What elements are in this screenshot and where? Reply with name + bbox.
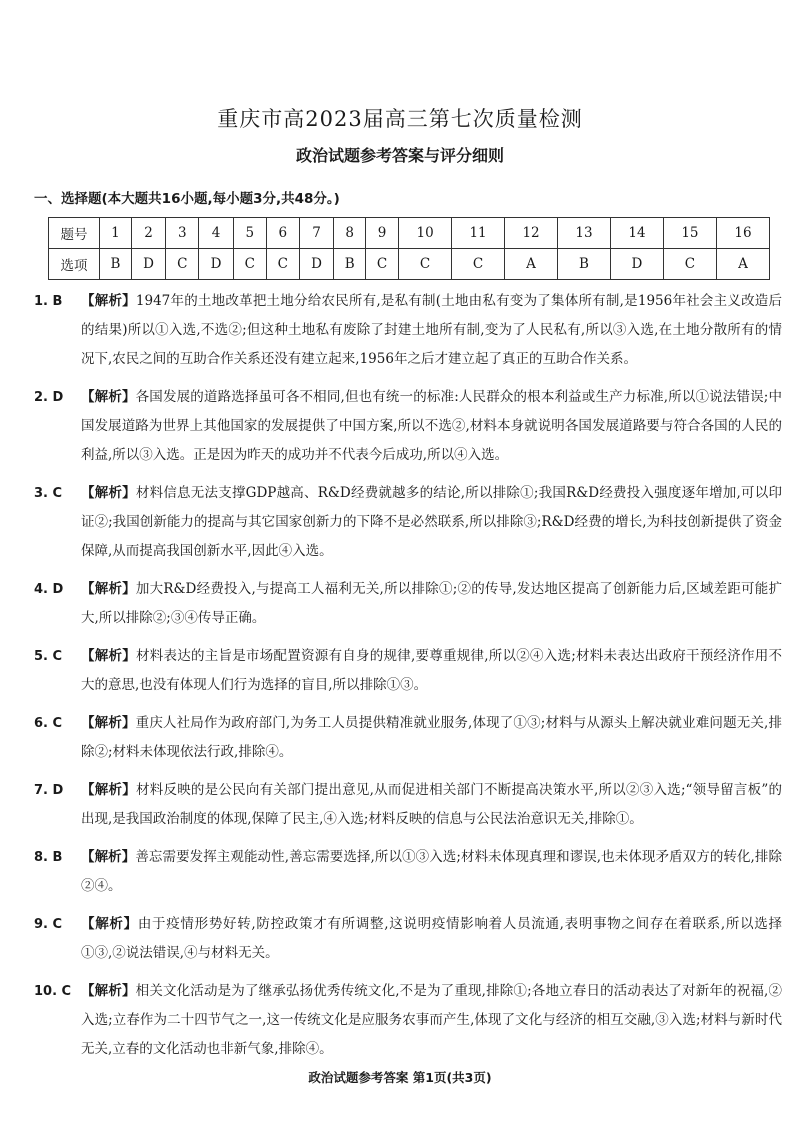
item-number: 4. D <box>34 582 64 597</box>
question-number: 9 <box>366 218 399 249</box>
answer-option: B <box>558 249 611 280</box>
answer-option: D <box>610 249 663 280</box>
explanation-list <box>34 287 782 1073</box>
explanation-item <box>34 910 782 968</box>
item-text: 材料信息无法支撑GDP越高、R&D经费就越多的结论,所以排除①;我国R&D经费投入强度逐年增加,可以印证②;我国创新能力的提高与其它国家创新力的下降不是必然联系,所以排除③;R&D经费的增长,为科技创新提供了资金保障,从而提高我国创新水平,因此④入选。 <box>81 485 782 559</box>
question-number: 12 <box>505 218 558 249</box>
answer-option: C <box>166 249 199 280</box>
item-text: 重庆人社局作为政府部门,为务工人员提供精准就业服务,体现了①③;材料与从源头上解决就业难问题无关,排除②;材料未体现依法行政,排除④。 <box>81 715 783 760</box>
item-number: 10. C <box>34 984 72 999</box>
answer-option: A <box>716 249 769 280</box>
explanation-item <box>34 383 782 470</box>
item-text: 材料反映的是公民向有关部门提出意见,从而促进相关部门不断提高决策水平,所以②③入选;“领导留言板”的出现,是我国政治制度的体现,保障了民主,④入选;材料反映的信息与公民法治意识无关,排除①。 <box>81 782 782 827</box>
analysis-tag: 【解析】 <box>81 293 136 309</box>
explanation-item <box>34 776 782 834</box>
explanation-item <box>34 642 782 700</box>
question-number: 10 <box>399 218 452 249</box>
question-number: 1 <box>100 218 132 249</box>
item-text: 相关文化活动是为了继承弘扬优秀传统文化,不是为了重现,排除①;各地立春日的活动表达了对新年的祝福,②入选;立春作为二十四节气之一,这一传统文化是应服务农事而产生,体现了文化与经济的相互交融,③入选;材料与新时代无关,立春的文化活动也非新气象,排除④。 <box>81 983 783 1057</box>
question-number: 2 <box>131 218 165 249</box>
analysis-tag: 【解析】 <box>81 983 136 999</box>
page-footer: 政治试题参考答案 第1页(共3页) <box>308 1070 492 1085</box>
analysis-tag: 【解析】 <box>81 581 136 597</box>
analysis-tag: 【解析】 <box>81 916 138 932</box>
row-label: 题号 <box>49 218 100 249</box>
answer-option: D <box>131 249 165 280</box>
explanation-item <box>34 479 782 566</box>
item-number: 7. D <box>34 783 64 798</box>
answer-row <box>49 249 770 280</box>
answer-option: C <box>663 249 716 280</box>
item-text: 各国发展的道路选择虽可各不相同,但也有统一的标准:人民群众的根本利益或生产力标准,所以①说法错误;中国发展道路为世界上其他国家的发展提供了中国方案,所以不选②,材料本身就说明各国发展道路要与符合各国的人民的利益,所以③入选。正是因为昨天的成功并不代表今后成功,所以④入选。 <box>81 389 783 463</box>
question-number: 13 <box>558 218 611 249</box>
row-label: 选项 <box>49 249 100 280</box>
answer-table <box>48 217 770 280</box>
explanation-item <box>34 287 782 374</box>
answer-option: C <box>399 249 452 280</box>
answer-option: C <box>266 249 299 280</box>
item-text: 1947年的土地改革把土地分给农民所有,是私有制(土地由私有变为了集体所有制,是1956年社会主义改造后的结果)所以①入选,不选②;但这种土地私有废除了封建土地所有制,变为了人民私有,所以③入选,在土地分散所有的情况下,农民之间的互助合作关系还没有建立起来,1956年之后才建立起了真正的互助合作关系。 <box>81 293 783 367</box>
question-number: 8 <box>334 218 366 249</box>
explanation-item <box>34 709 782 767</box>
analysis-tag: 【解析】 <box>81 648 136 664</box>
explanation-item <box>34 575 782 633</box>
item-number: 5. C <box>34 649 63 664</box>
analysis-tag: 【解析】 <box>81 849 136 865</box>
item-text: 由于疫情形势好转,防控政策才有所调整,这说明疫情影响着人员流通,表明事物之间存在着联系,所以选择①③,②说法错误,④与材料无关。 <box>81 916 782 961</box>
answer-option: B <box>334 249 366 280</box>
question-number: 14 <box>610 218 663 249</box>
item-number: 3. C <box>34 486 63 501</box>
question-number: 16 <box>716 218 769 249</box>
question-number-row <box>49 218 770 249</box>
item-number: 9. C <box>34 917 63 932</box>
section-heading: 一、选择题(本大题共16小题,每小题3分,共48分。) <box>34 191 340 207</box>
item-number: 1. B <box>34 294 63 309</box>
question-number: 5 <box>233 218 266 249</box>
item-number: 2. D <box>34 390 64 405</box>
answer-option: D <box>199 249 233 280</box>
item-number: 6. C <box>34 716 63 731</box>
item-text: 材料表达的主旨是市场配置资源有自身的规律,要尊重规律,所以②④入选;材料未表达出政府干预经济作用不大的意思,也没有体现人们行为选择的盲目,所以排除①③。 <box>81 648 782 693</box>
answer-option: C <box>366 249 399 280</box>
question-number: 3 <box>166 218 199 249</box>
page-subtitle: 政治试题参考答案与评分细则 <box>295 146 504 165</box>
question-number: 15 <box>663 218 716 249</box>
analysis-tag: 【解析】 <box>81 782 136 798</box>
answer-option: A <box>505 249 558 280</box>
answer-option: B <box>100 249 132 280</box>
item-text: 加大R&D经费投入,与提高工人福利无关,所以排除①;②的传导,发达地区提高了创新能力后,区域差距可能扩大,所以排除②;③④传导正确。 <box>81 581 782 626</box>
answer-option: D <box>299 249 333 280</box>
analysis-tag: 【解析】 <box>81 389 136 405</box>
page-title: 重庆市高2023届高三第七次质量检测 <box>217 107 583 131</box>
answer-option: C <box>233 249 266 280</box>
explanation-item <box>34 977 782 1064</box>
item-text: 善忘需要发挥主观能动性,善忘需要选择,所以①③入选;材料未体现真理和谬误,也未体现矛盾双方的转化,排除②④。 <box>81 849 783 894</box>
question-number: 6 <box>266 218 299 249</box>
question-number: 7 <box>299 218 333 249</box>
analysis-tag: 【解析】 <box>81 485 136 501</box>
analysis-tag: 【解析】 <box>81 715 136 731</box>
item-number: 8. B <box>34 850 63 865</box>
answer-option: C <box>452 249 505 280</box>
question-number: 4 <box>199 218 233 249</box>
question-number: 11 <box>452 218 505 249</box>
explanation-item <box>34 843 782 901</box>
